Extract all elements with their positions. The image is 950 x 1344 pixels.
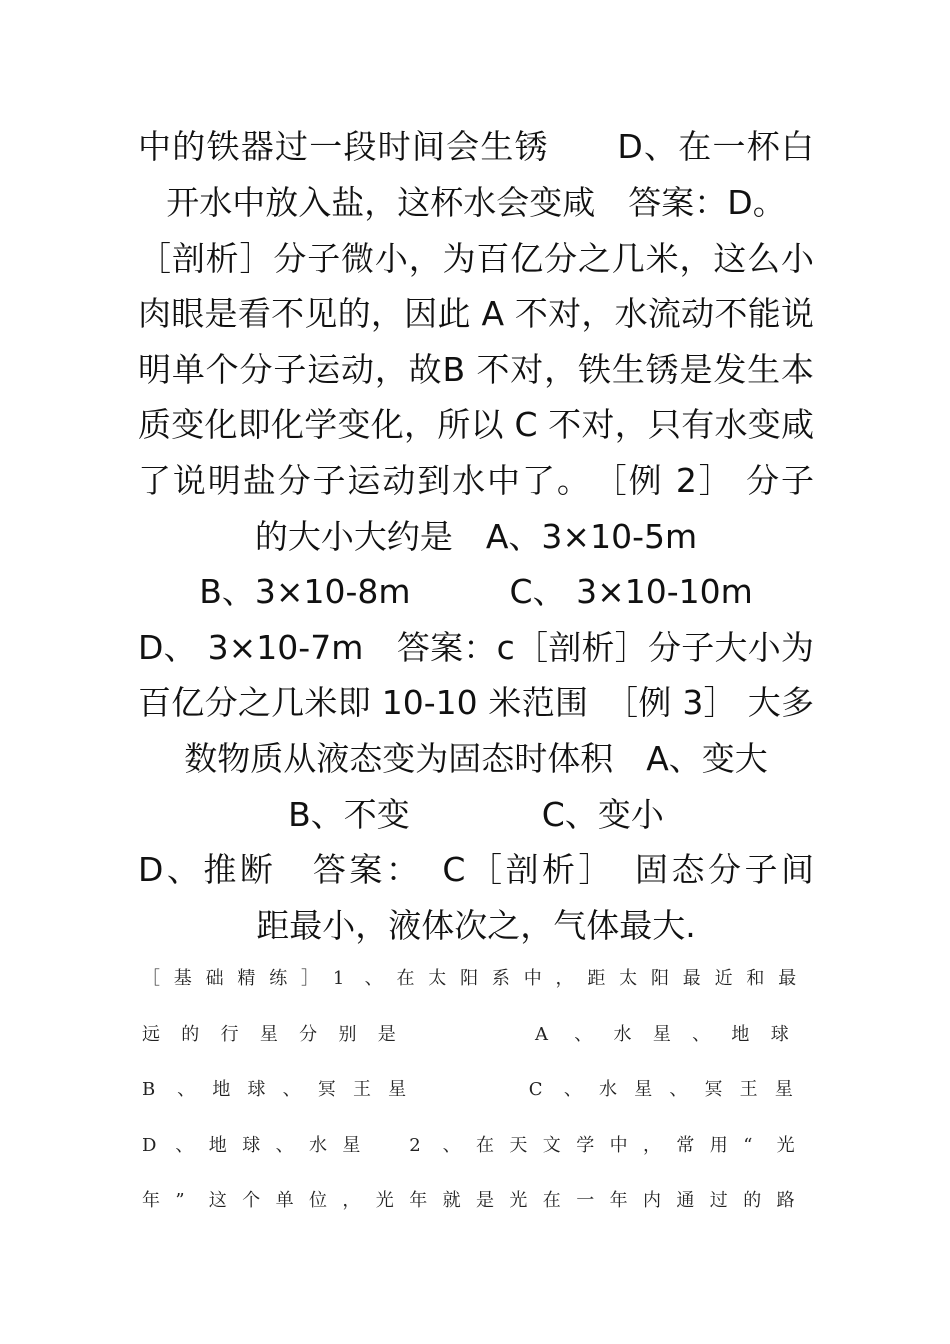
text-line: D、推断 答案： C［剖析］ 固态分子间 <box>138 850 814 889</box>
text-line: B、不变 C、变小 <box>288 795 664 834</box>
text-line: ［剖析］分子微小，为百亿分之几米，这么小 <box>138 239 814 278</box>
text-line: D、 3×10-7m 答案：c［剖析］分子大小为 <box>138 628 814 667</box>
text-line: 肉眼是看不见的，因此 A 不对，水流动不能说 <box>138 294 814 333</box>
exercise-line: B 、 地 球 、 冥 王 星 C 、 水 星 、 冥 王 星 <box>142 1079 793 1100</box>
text-line: B、3×10-8m C、 3×10-10m <box>199 572 753 611</box>
text-line: 的大小大约是 A、3×10-5m <box>254 517 698 556</box>
text-line: 开水中放入盐，这杯水会变咸 答案：D。 <box>166 183 786 222</box>
text-line: 明单个分子运动，故B 不对，铁生锈是发生本 <box>138 350 814 389</box>
exercise-line: 远 的 行 星 分 别 是 A 、 水 星 、 地 球 <box>142 1024 789 1045</box>
exercise-line: ［ 基 础 精 练 ］ 1 、 在 太 阳 系 中 ， 距 太 阳 最 近 和 最 <box>142 968 797 989</box>
text-line: 距最小，液体次之，气体最大. <box>256 906 696 945</box>
exercise-line: 年 ” 这 个 单 位 ， 光 年 就 是 光 在 一 年 内 通 过 的 路 <box>142 1190 795 1211</box>
text-line: 质变化即化学变化，所以 C 不对，只有水变咸 <box>138 405 814 444</box>
text-line: 数物质从液态变为固态时体积 A、变大 <box>184 739 768 778</box>
text-line: 中的铁器过一段时间会生锈 D、在一杯白 <box>138 127 814 166</box>
text-line: 了说明盐分子运动到水中了。 ［例 2］ 分子 <box>138 461 814 500</box>
exercise-line: D 、 地 球 、 水 星 2 、 在 天 文 学 中 ， 常 用 “ 光 <box>142 1135 795 1156</box>
text-line: 百亿分之几米即 10-10 米范围 ［例 3］ 大多 <box>138 683 814 722</box>
